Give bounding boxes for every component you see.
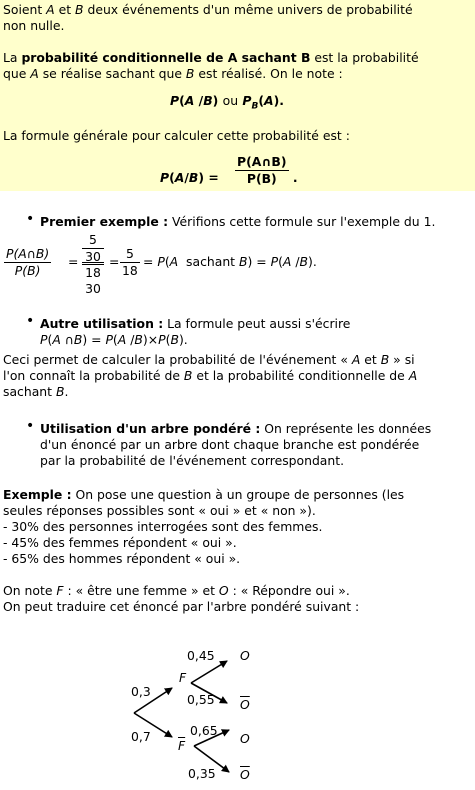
first-example-result: = P(A sachant B) = P(A /B). — [143, 254, 317, 269]
bullet-icon: • — [26, 418, 35, 434]
node-f: F — [179, 670, 187, 685]
bullet-icon: • — [26, 211, 35, 227]
weight-fbar-obar: 0,35 — [188, 766, 216, 781]
leaf-o: O — [240, 731, 250, 746]
example-line-2: seules réponses possibles sont « oui » et « non »). — [3, 503, 316, 518]
other-use-formula: P(A ∩B) = P(A /B)×P(B). — [40, 332, 188, 347]
bullet-icon: • — [26, 313, 35, 329]
example-line-6: On note F : « être une femme » et O : « Répondre oui ». — [3, 583, 350, 598]
notation: P(A /B) ou $P_B(A)$. — [170, 93, 285, 112]
leaf-obar: $\overline{O}$ — [240, 767, 250, 782]
tree-heading: Utilisation d'un arbre pondéré : On représente les données — [40, 421, 432, 436]
example-line-3: - 30% des personnes interrogées sont des femmes. — [3, 519, 323, 534]
example-line-5: - 65% des hommes répondent « oui ». — [3, 551, 241, 566]
tree-line-2: d'un énoncé par un arbre dont chaque branche est pondérée — [40, 437, 420, 452]
formula-denominator: P(B) — [246, 170, 277, 186]
definition-line: La probabilité conditionnelle de A sachant B est la probabilité — [3, 50, 419, 65]
weight-fbar-o: 0,65 — [190, 723, 218, 738]
branch-f-o — [191, 661, 227, 683]
general-formula: P(A/B) = $\frac{P(A\cap B)}{P(B)}$ . — [160, 154, 298, 186]
example-heading: Exemple : On pose une question à un groupe de personnes (les — [3, 487, 405, 502]
intro-line-2: non nulle. — [3, 18, 65, 33]
definition-line-2: que A se réalise sachant que B est réalisé. On le note : — [3, 66, 343, 81]
formula-numerator: P(A∩B) — [237, 154, 287, 169]
other-use-paragraph-2: l'on connaît la probabilité de B et la probabilité conditionnelle de A — [3, 368, 418, 383]
formula-intro: La formule générale pour calculer cette probabilité est : — [3, 128, 350, 143]
weight-f: 0,3 — [131, 684, 151, 699]
other-use-paragraph-3: sachant B. — [3, 384, 69, 399]
leaf-obar: $\overline{O}$ — [240, 697, 250, 712]
first-example-heading: Premier exemple : Vérifions cette formule sur l'exemple du 1. — [40, 214, 436, 229]
example-line-4: - 45% des femmes répondent « oui ». — [3, 535, 237, 550]
intro-line-1: Soient A et B deux événements d'un même univers de probabilité — [3, 2, 413, 17]
node-fbar: $\overline{F}$ — [178, 738, 186, 753]
example-line-7: On peut traduire cet énoncé par l'arbre pondéré suivant : — [3, 599, 360, 614]
weight-f-o: 0,45 — [187, 648, 215, 663]
tree-line-3: par la probabilité de l'événement correspondant. — [40, 453, 345, 468]
weight-fbar: 0,7 — [131, 729, 151, 744]
weight-f-obar: 0,55 — [187, 692, 215, 707]
leaf-o: O — [240, 648, 250, 663]
other-use-heading: Autre utilisation : La formule peut aussi s'écrire — [40, 316, 351, 331]
page: Soient A et B deux événements d'un même univers de probabilité non nulle. La probabilité conditionnelle de A sachant B est la probabilité que A se réalise sachant que B est réalisé. On le note : P(A /B) ou $P_B(A)$. La formule générale pour calculer cette probabilité est : P(A/B) = $\frac{P(A\cap B)}{P(B)}$ . • Premier exemple : Vérifions cette formule sur l'exemple du 1. $\frac{P(A\cap B)}{P(B)}$ = 5 30 18 30 = $\frac{5}{18}$ = P(A sachant B) = P(A /B). • Autre utilisation : La formule peut aussi s'écrire P(A ∩B) = P(A /B)×P(B). Ceci permet de calculer la probabilité de l'événement « A et B » si l'on connaît la probabilité de B et la probabilité conditionnelle de A sachant B. • Utilisation d'un arbre pondéré : On représente les données d'un énoncé par un arbre dont chaque branche est pondérée par la probabilité de l'événement correspondant. Exemple : On pose une question à un groupe de personnes (les seules réponses possibles sont « oui » et « non »). - 30% des personnes interrogées sont des femmes. - 45% des femmes répondent « oui ». - 65% des hommes répondent « oui ». On note F : « être une femme » et O : « Répondre oui ». On peut traduire cet énoncé par l'arbre pondéré suivant : 0,3 0,7 0,45 0,55 0,65 0,35 F $\overline{F}$ O $\overline{O}$ O $\overline{O}$ — [0, 0, 475, 790]
other-use-paragraph-1: Ceci permet de calculer la probabilité de l'événement « A et B » si — [3, 352, 415, 367]
